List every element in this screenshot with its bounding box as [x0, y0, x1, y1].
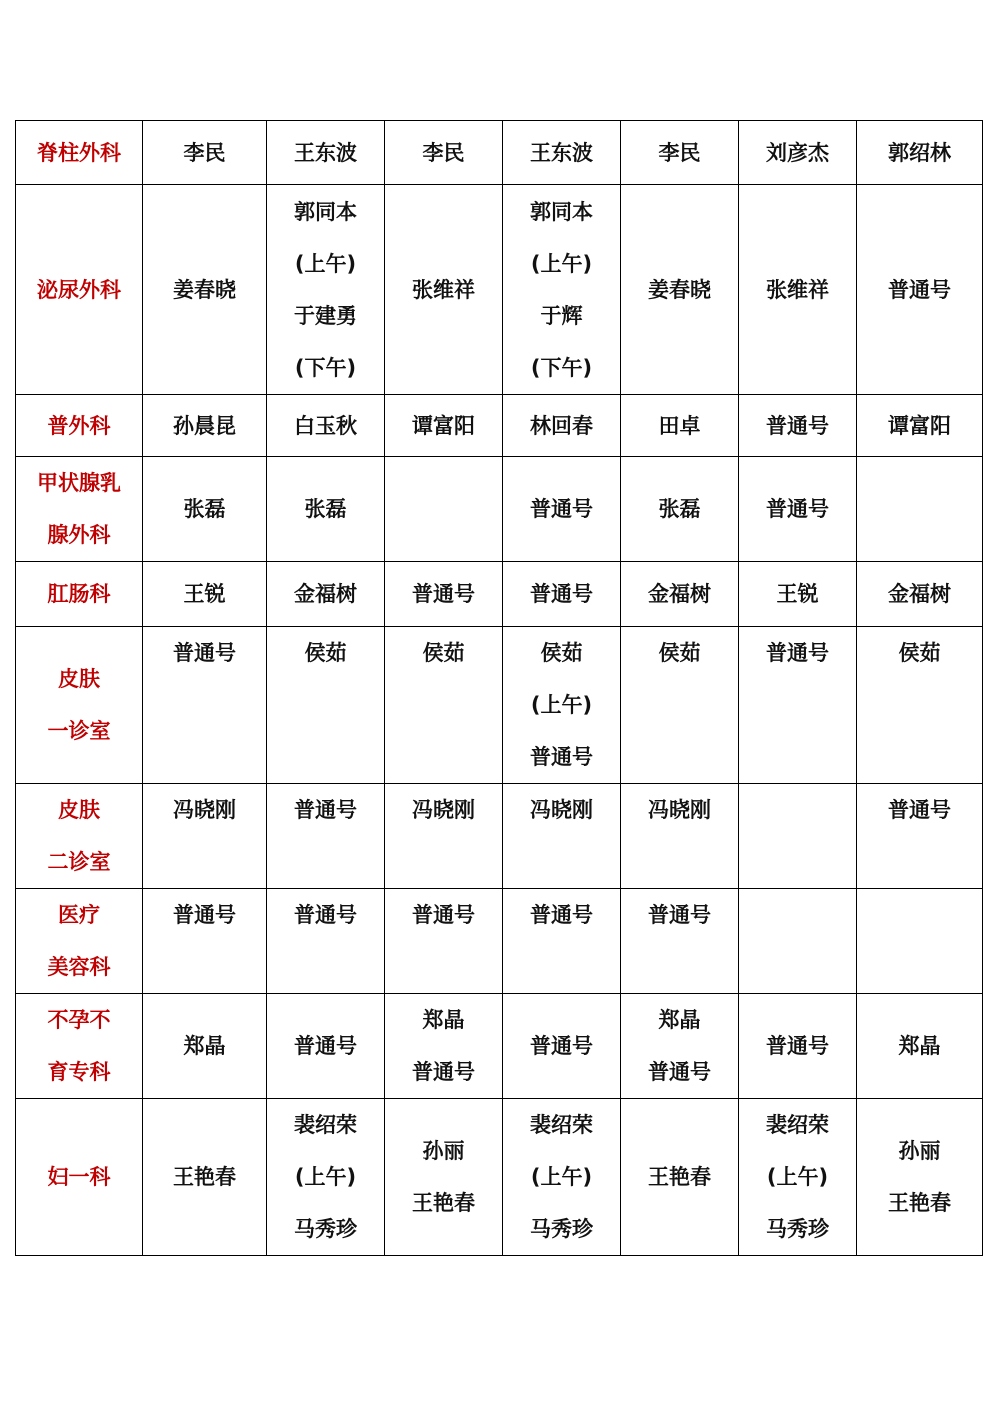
doctor-cell	[503, 395, 621, 457]
doctor-cell	[267, 1099, 385, 1256]
doctor-cell	[267, 185, 385, 395]
doctor-name: 金福树	[648, 582, 711, 606]
doctor-name: (上午)	[766, 1165, 829, 1189]
schedule-row	[16, 395, 983, 457]
doctor-name: 刘彦杰	[766, 140, 829, 165]
doctor-name: 于建勇	[294, 303, 357, 328]
doctor-name: 白玉秋	[294, 413, 357, 438]
doctor-name: 王艳春	[173, 1165, 236, 1189]
doctor-name: 冯晓刚	[173, 798, 236, 822]
doctor-name: 侯茹	[658, 641, 701, 665]
doctor-name: (上午)	[530, 1165, 593, 1189]
schedule-table	[15, 120, 983, 1256]
doctor-name: 普通号	[173, 641, 236, 665]
doctor-name: 普通号	[294, 798, 357, 822]
doctor-cell	[143, 627, 267, 784]
doctor-name: 普通号	[766, 641, 829, 665]
doctor-name: 冯晓刚	[530, 798, 593, 822]
doctor-name: 普通号	[530, 582, 593, 606]
doctor-name: (上午)	[294, 1165, 357, 1189]
doctor-name: 马秀珍	[294, 1217, 357, 1241]
doctor-name: 郑晶	[898, 1034, 941, 1058]
doctor-cell	[267, 395, 385, 457]
doctor-cell	[857, 994, 983, 1099]
doctor-cell	[857, 185, 983, 395]
doctor-name: 王东波	[294, 140, 357, 165]
schedule-row	[16, 562, 983, 627]
doctor-name: 孙晨昆	[173, 413, 236, 438]
doctor-name: 冯晓刚	[412, 798, 475, 822]
doctor-cell	[143, 1099, 267, 1256]
department-name-line: 二诊室	[47, 850, 111, 874]
department-name	[16, 784, 143, 889]
doctor-cell	[857, 562, 983, 627]
department-name	[16, 562, 143, 627]
doctor-name: 王艳春	[648, 1165, 711, 1189]
doctor-name: 孙丽	[422, 1139, 465, 1163]
doctor-name: 李民	[422, 140, 465, 165]
doctor-cell	[621, 994, 739, 1099]
department-name-line: 美容科	[47, 955, 111, 979]
doctor-cell	[385, 395, 503, 457]
doctor-cell	[143, 185, 267, 395]
doctor-name: 普通号	[412, 582, 475, 606]
schedule-row	[16, 121, 983, 185]
doctor-name: 王艳春	[888, 1191, 951, 1215]
doctor-name: 普通号	[766, 1034, 829, 1058]
doctor-name: 普通号	[173, 903, 236, 927]
doctor-cell	[857, 784, 983, 889]
department-name	[16, 1099, 143, 1256]
doctor-cell	[385, 185, 503, 395]
schedule-row	[16, 627, 983, 784]
department-name-line: 一诊室	[47, 719, 111, 743]
doctor-name: 郑晶	[658, 1008, 701, 1032]
doctor-cell	[739, 185, 857, 395]
doctor-cell	[857, 395, 983, 457]
doctor-cell	[267, 457, 385, 562]
doctor-name: 郭绍林	[888, 140, 951, 165]
department-name	[16, 889, 143, 994]
doctor-name: 张磊	[304, 497, 347, 521]
doctor-cell	[143, 889, 267, 994]
doctor-cell	[739, 889, 857, 994]
doctor-cell	[739, 562, 857, 627]
department-name-line: 腺外科	[47, 523, 111, 547]
doctor-cell	[739, 395, 857, 457]
doctor-name: 普通号	[530, 745, 593, 769]
doctor-name: 林回春	[530, 413, 593, 438]
doctor-cell	[857, 1099, 983, 1256]
doctor-name: 侯茹	[422, 641, 465, 665]
doctor-cell	[621, 627, 739, 784]
department-name	[16, 121, 143, 185]
doctor-name: 普通号	[888, 798, 951, 822]
doctor-name: 郑晶	[183, 1034, 226, 1058]
doctor-cell	[385, 994, 503, 1099]
department-name-line: 皮肤	[58, 667, 100, 691]
doctor-cell	[739, 994, 857, 1099]
doctor-name: 普通号	[648, 903, 711, 927]
doctor-name: 普通号	[412, 1060, 475, 1084]
doctor-cell	[739, 1099, 857, 1256]
doctor-cell	[857, 457, 983, 562]
doctor-name: (上午)	[530, 693, 593, 717]
doctor-cell	[739, 784, 857, 889]
doctor-name: 张磊	[658, 497, 701, 521]
doctor-cell	[385, 562, 503, 627]
doctor-cell	[267, 121, 385, 185]
doctor-cell	[267, 994, 385, 1099]
doctor-name: 裴绍荣	[766, 1113, 829, 1137]
doctor-cell	[385, 121, 503, 185]
doctor-cell	[621, 1099, 739, 1256]
doctor-cell	[385, 1099, 503, 1256]
department-name	[16, 185, 143, 395]
department-name-line: 泌尿外科	[37, 277, 121, 302]
doctor-cell	[621, 889, 739, 994]
doctor-cell	[143, 784, 267, 889]
doctor-name: 金福树	[294, 582, 357, 606]
doctor-cell	[143, 994, 267, 1099]
doctor-cell	[503, 1099, 621, 1256]
doctor-cell	[385, 889, 503, 994]
doctor-cell	[385, 627, 503, 784]
department-name-line: 脊柱外科	[37, 140, 121, 165]
doctor-name: 张维祥	[766, 277, 829, 302]
doctor-cell	[857, 889, 983, 994]
department-name-line: 甲状腺乳	[37, 471, 121, 495]
doctor-cell	[503, 627, 621, 784]
doctor-name: 马秀珍	[766, 1217, 829, 1241]
doctor-name: 侯茹	[304, 641, 347, 665]
doctor-name: 王东波	[530, 140, 593, 165]
doctor-name: 普通号	[530, 903, 593, 927]
doctor-name: 王锐	[183, 582, 226, 606]
doctor-cell	[267, 562, 385, 627]
doctor-name: 普通号	[648, 1060, 711, 1084]
department-name-line: 普外科	[47, 413, 111, 438]
doctor-cell	[621, 185, 739, 395]
schedule-row	[16, 784, 983, 889]
schedule-row	[16, 994, 983, 1099]
doctor-cell	[503, 784, 621, 889]
doctor-name: 郑晶	[422, 1008, 465, 1032]
doctor-cell	[621, 395, 739, 457]
doctor-name: 裴绍荣	[530, 1113, 593, 1137]
doctor-cell	[857, 627, 983, 784]
doctor-name: 普通号	[530, 497, 593, 521]
doctor-cell	[143, 457, 267, 562]
doctor-cell	[385, 784, 503, 889]
doctor-cell	[385, 457, 503, 562]
doctor-name: 张维祥	[412, 277, 475, 302]
doctor-cell	[739, 121, 857, 185]
doctor-cell	[857, 121, 983, 185]
doctor-name: 裴绍荣	[294, 1113, 357, 1137]
doctor-name: 普通号	[766, 497, 829, 521]
doctor-name: 马秀珍	[530, 1217, 593, 1241]
doctor-name: 张磊	[183, 497, 226, 521]
doctor-cell	[503, 994, 621, 1099]
doctor-name: (下午)	[530, 355, 593, 380]
schedule-body	[16, 121, 983, 1256]
schedule-row	[16, 889, 983, 994]
doctor-name: 王锐	[776, 582, 819, 606]
department-name-line: 不孕不	[47, 1008, 111, 1032]
doctor-name: 姜春晓	[648, 277, 711, 302]
doctor-name: 侯茹	[898, 641, 941, 665]
doctor-name: 谭富阳	[888, 413, 951, 438]
doctor-name: 王艳春	[412, 1191, 475, 1215]
doctor-name: 侯茹	[540, 641, 583, 665]
doctor-cell	[143, 121, 267, 185]
doctor-name: 冯晓刚	[648, 798, 711, 822]
doctor-name: 普通号	[766, 413, 829, 438]
doctor-cell	[267, 784, 385, 889]
doctor-cell	[739, 457, 857, 562]
doctor-name: 郭同本	[530, 199, 593, 224]
doctor-name: 田卓	[658, 413, 701, 438]
doctor-cell	[503, 562, 621, 627]
department-name	[16, 395, 143, 457]
department-name	[16, 627, 143, 784]
doctor-name: (下午)	[294, 355, 357, 380]
doctor-name: 金福树	[888, 582, 951, 606]
department-name-line: 育专科	[47, 1060, 111, 1084]
doctor-cell	[739, 627, 857, 784]
doctor-cell	[621, 457, 739, 562]
schedule-row	[16, 457, 983, 562]
doctor-cell	[143, 562, 267, 627]
doctor-name: 谭富阳	[412, 413, 475, 438]
doctor-cell	[621, 784, 739, 889]
doctor-name: 姜春晓	[173, 277, 236, 302]
schedule-row	[16, 1099, 983, 1256]
doctor-name: 郭同本	[294, 199, 357, 224]
doctor-name: 普通号	[412, 903, 475, 927]
doctor-name: 普通号	[530, 1034, 593, 1058]
doctor-cell	[143, 395, 267, 457]
department-name-line: 妇一科	[47, 1165, 111, 1189]
doctor-cell	[503, 889, 621, 994]
schedule-row	[16, 185, 983, 395]
doctor-cell	[621, 562, 739, 627]
department-name-line: 皮肤	[58, 798, 100, 822]
doctor-cell	[503, 121, 621, 185]
doctor-cell	[503, 457, 621, 562]
doctor-name: 普通号	[888, 277, 951, 302]
doctor-name: 李民	[183, 140, 226, 165]
doctor-name: 李民	[658, 140, 701, 165]
doctor-name: (上午)	[530, 251, 593, 276]
doctor-name: 孙丽	[898, 1139, 941, 1163]
doctor-name: 普通号	[294, 1034, 357, 1058]
doctor-name: 于辉	[540, 303, 583, 328]
doctor-cell	[503, 185, 621, 395]
department-name	[16, 457, 143, 562]
doctor-cell	[267, 889, 385, 994]
department-name	[16, 994, 143, 1099]
doctor-name: (上午)	[294, 251, 357, 276]
department-name-line: 医疗	[58, 903, 100, 927]
doctor-name: 普通号	[294, 903, 357, 927]
doctor-cell	[267, 627, 385, 784]
department-name-line: 肛肠科	[47, 582, 111, 606]
doctor-cell	[621, 121, 739, 185]
